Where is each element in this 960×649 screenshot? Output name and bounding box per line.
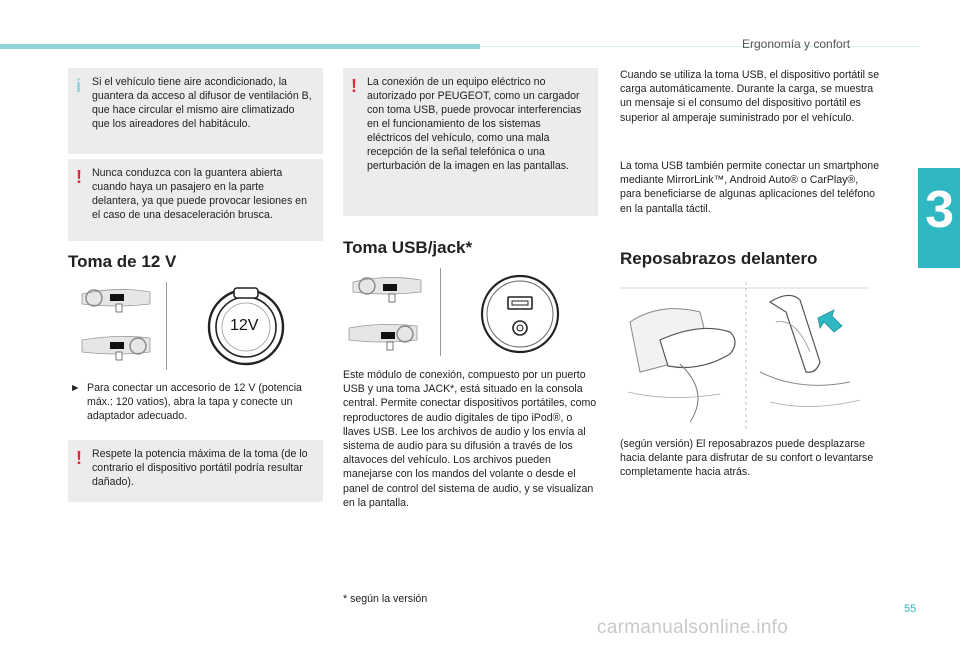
info-icon: i (76, 76, 82, 96)
section-heading-12v: Toma de 12 V (68, 252, 177, 271)
chapter-number: 3 (925, 181, 954, 239)
warning-icon: ! (351, 76, 357, 96)
usb-charging-paragraph: Cuando se utiliza la toma USB, el dispositivo portátil se carga automáticamente. Durante la carga, se muestra un mensaje si el consumo del dispositivo portátil es superior al amperaje suministrado por el vehículo. (620, 69, 880, 124)
header-rule (480, 46, 920, 47)
warning-icon: ! (76, 167, 82, 187)
warning-box (343, 68, 598, 216)
console-location-figure (343, 270, 429, 356)
12v-instruction-text: Para conectar un accesorio de 12 V (potencia máx.: 120 vatios), abra la tapa y conecte un adaptador adecuado. (87, 382, 302, 423)
page-number: 55 (904, 603, 917, 615)
warning-box (68, 440, 323, 502)
footnote: * según la versión (343, 593, 428, 605)
usb-description: Este módulo de conexión, compuesto por un puerto USB y una toma JACK*, está situado en la consola central. Permite conectar dispositivos portátiles, como reproductores de audio digitales de tipo iPod®, o llaves USB. Lee los archivos de audio y los envía al sistema de audio para su difusión a través de los altavoces del vehículo. Los archivos pueden manejarse con los mandos del volante o desde el panel de control del sistema de audio, y se visualizan en la pantalla. (343, 369, 597, 509)
bullet-arrow-icon: ► (70, 382, 81, 394)
12v-instruction (68, 381, 323, 424)
usb-jack-socket-figure (479, 273, 561, 355)
armrest-figure (620, 282, 872, 432)
section-heading-armrest: Reposabrazos delantero (620, 249, 818, 268)
mirrorlink-paragraph: La toma USB también permite conectar un smartphone mediante MirrorLink™, Android Auto® o CarPlay®, para beneficiarse de algunas aplicaciones del teléfono en la pantalla táctil. (620, 160, 880, 215)
warning-box-text: Respete la potencia máxima de la toma (de lo contrario el dispositivo portátil podría resultar dañado). (92, 448, 308, 488)
figure-divider (166, 282, 167, 370)
12v-socket-label: 12V (230, 317, 259, 334)
warning-box-text: La conexión de un equipo eléctrico no autorizado por PEUGEOT, como un cargador con toma USB, puede provocar interferencias en el funcionamiento de los sistemas eléctricos del vehículo, como una mala recepción de la señal telefónica o una perturbación de la imagen en las pantallas. (367, 76, 582, 172)
dashboard-location-figure (78, 282, 164, 368)
warning-icon: ! (76, 448, 82, 468)
warning-box-text: Nunca conduzca con la guantera abierta cuando haya un pasajero en la parte delantera, ya que puede provocar lesiones en el caso de una desaceleración brusca. (92, 167, 307, 221)
section-title: Ergonomía y confort (742, 37, 851, 51)
header-accent-bar (0, 44, 480, 49)
warning-box (68, 159, 323, 241)
section-heading-usb: Toma USB/jack* (343, 238, 473, 257)
figure-divider (440, 268, 441, 356)
site-watermark: carmanualsonline.info (597, 617, 789, 638)
info-box-text: Si el vehículo tiene aire acondicionado, la guantera da acceso al difusor de ventilación B, que hace circular el mismo aire climatizado que los aireadores del habitáculo. (92, 76, 312, 130)
info-box (68, 68, 323, 154)
armrest-description: (según versión) El reposabrazos puede desplazarse hacia delante para disfrutar de su confort o levantarse completamente hacia atrás. (620, 438, 874, 479)
